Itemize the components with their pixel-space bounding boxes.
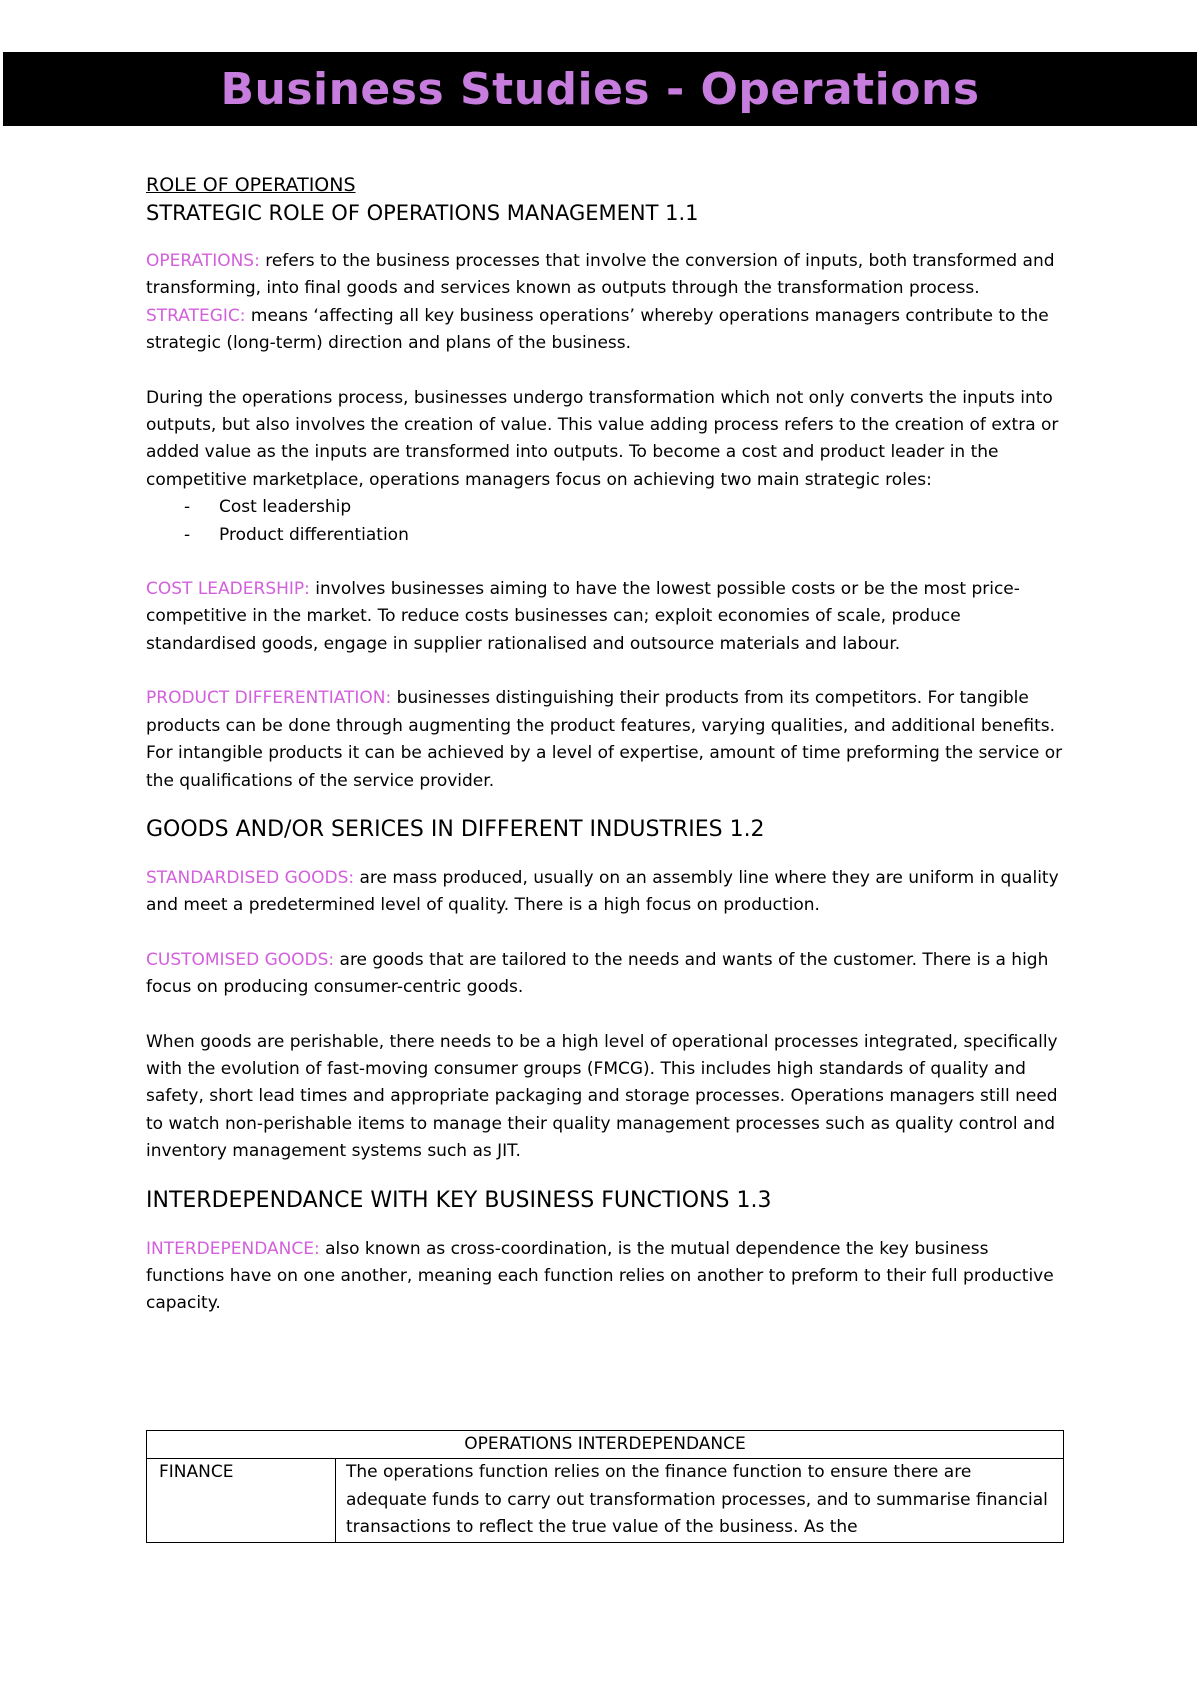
section-heading-1-1: STRATEGIC ROLE OF OPERATIONS MANAGEMENT 1.1 (146, 201, 699, 225)
definition-interdependance (146, 1236, 1066, 1318)
term-label: STANDARDISED GOODS: (146, 867, 355, 888)
definition-standardised-goods (146, 865, 1066, 920)
table-header: OPERATIONS INTERDEPENDANCE (147, 1431, 1064, 1459)
table-header-row (147, 1431, 1064, 1459)
term-label: CUSTOMISED GOODS: (146, 949, 335, 970)
table-row (147, 1459, 1064, 1542)
dash-bullet: - (184, 497, 191, 518)
definition-cost-leadership (146, 576, 1066, 658)
list-item (146, 494, 1066, 521)
term-definition: involves businesses aiming to have the lowest possible costs or be the most price-competitive in the market. To reduce costs businesses can; exploit economies of scale, produce standardised goods, engage in supplier rationalised and outsource materials and labour. (146, 579, 1020, 654)
section-heading-1-3: INTERDEPENDANCE WITH KEY BUSINESS FUNCTIONS 1.3 (146, 1187, 772, 1213)
strategic-roles-list (146, 494, 1066, 549)
list-item (146, 522, 1066, 549)
paragraph-process: During the operations process, businesses undergo transformation which not only converts the inputs into outputs, but also involves the creation of value. This value adding process refers to the creation of extra or added value as the inputs are transformed into outputs. To become a cost and product leader in the competitive marketplace, operations managers focus on achieving two main strategic roles: (146, 387, 1059, 490)
document-body (146, 172, 1066, 1318)
term-definition: refers to the business processes that involve the conversion of inputs, both transformed and transforming, into final goods and services known as outputs through the transformation process. (146, 251, 1055, 299)
list-item-text: Product differentiation (219, 524, 409, 545)
list-item-text: Cost leadership (219, 497, 352, 518)
definition-operations (146, 248, 1066, 303)
definition-strategic (146, 303, 1066, 358)
section-heading-1-2: GOODS AND/OR SERICES IN DIFFERENT INDUSTRIES 1.2 (146, 816, 765, 842)
term-label: INTERDEPENDANCE: (146, 1238, 320, 1259)
table-cell-function: FINANCE (147, 1459, 336, 1542)
term-label: STRATEGIC: (146, 305, 246, 326)
term-definition: are goods that are tailored to the needs and wants of the customer. There is a high focus on producing consumer-centric goods. (146, 949, 1049, 998)
term-label: COST LEADERSHIP: (146, 579, 310, 600)
definition-product-differentiation (146, 685, 1066, 795)
definition-customised-goods (146, 947, 1066, 1002)
term-label: OPERATIONS: (146, 251, 260, 271)
interdependance-table (146, 1430, 1064, 1543)
title-banner (3, 52, 1197, 126)
term-definition: are mass produced, usually on an assembly line where they are uniform in quality and meet a predetermined level of quality. There is a high focus on production. (146, 867, 1059, 916)
term-label: PRODUCT DIFFERENTIATION: (146, 688, 392, 709)
paragraph-perishable: When goods are perishable, there needs to be a high level of operational processes integrated, specifically with the evolution of fast-moving consumer groups (FMCG). This includes high standards of quality and safety, short lead times and appropriate packaging and storage processes. Operations managers still need to watch non-perishable items to manage their quality management processes such as quality control and inventory management systems such as JIT. (146, 1031, 1058, 1162)
document-title: Business Studies - Operations (220, 63, 980, 115)
dash-bullet: - (184, 524, 191, 545)
term-definition: also known as cross-coordination, is the mutual dependence the key business functions have on one another, meaning each function relies on another to preform to their full productive capacity. (146, 1238, 1054, 1314)
section-kicker: ROLE OF OPERATIONS (146, 174, 356, 196)
term-definition: means ‘affecting all key business operations’ whereby operations managers contribute to the strategic (long-term) direction and plans of the business. (146, 305, 1049, 354)
table-cell-description: The operations function relies on the finance function to ensure there are adequate funds to carry out transformation processes, and to summarise financial transactions to reflect the true value of the business. As the (336, 1459, 1064, 1542)
term-definition: businesses distinguishing their products from its competitors. For tangible products can be done through augmenting the product features, varying qualities, and additional benefits. For intangible products it can be achieved by a level of expertise, amount of time preforming the service or the qualifications of the service provider. (146, 688, 1063, 791)
